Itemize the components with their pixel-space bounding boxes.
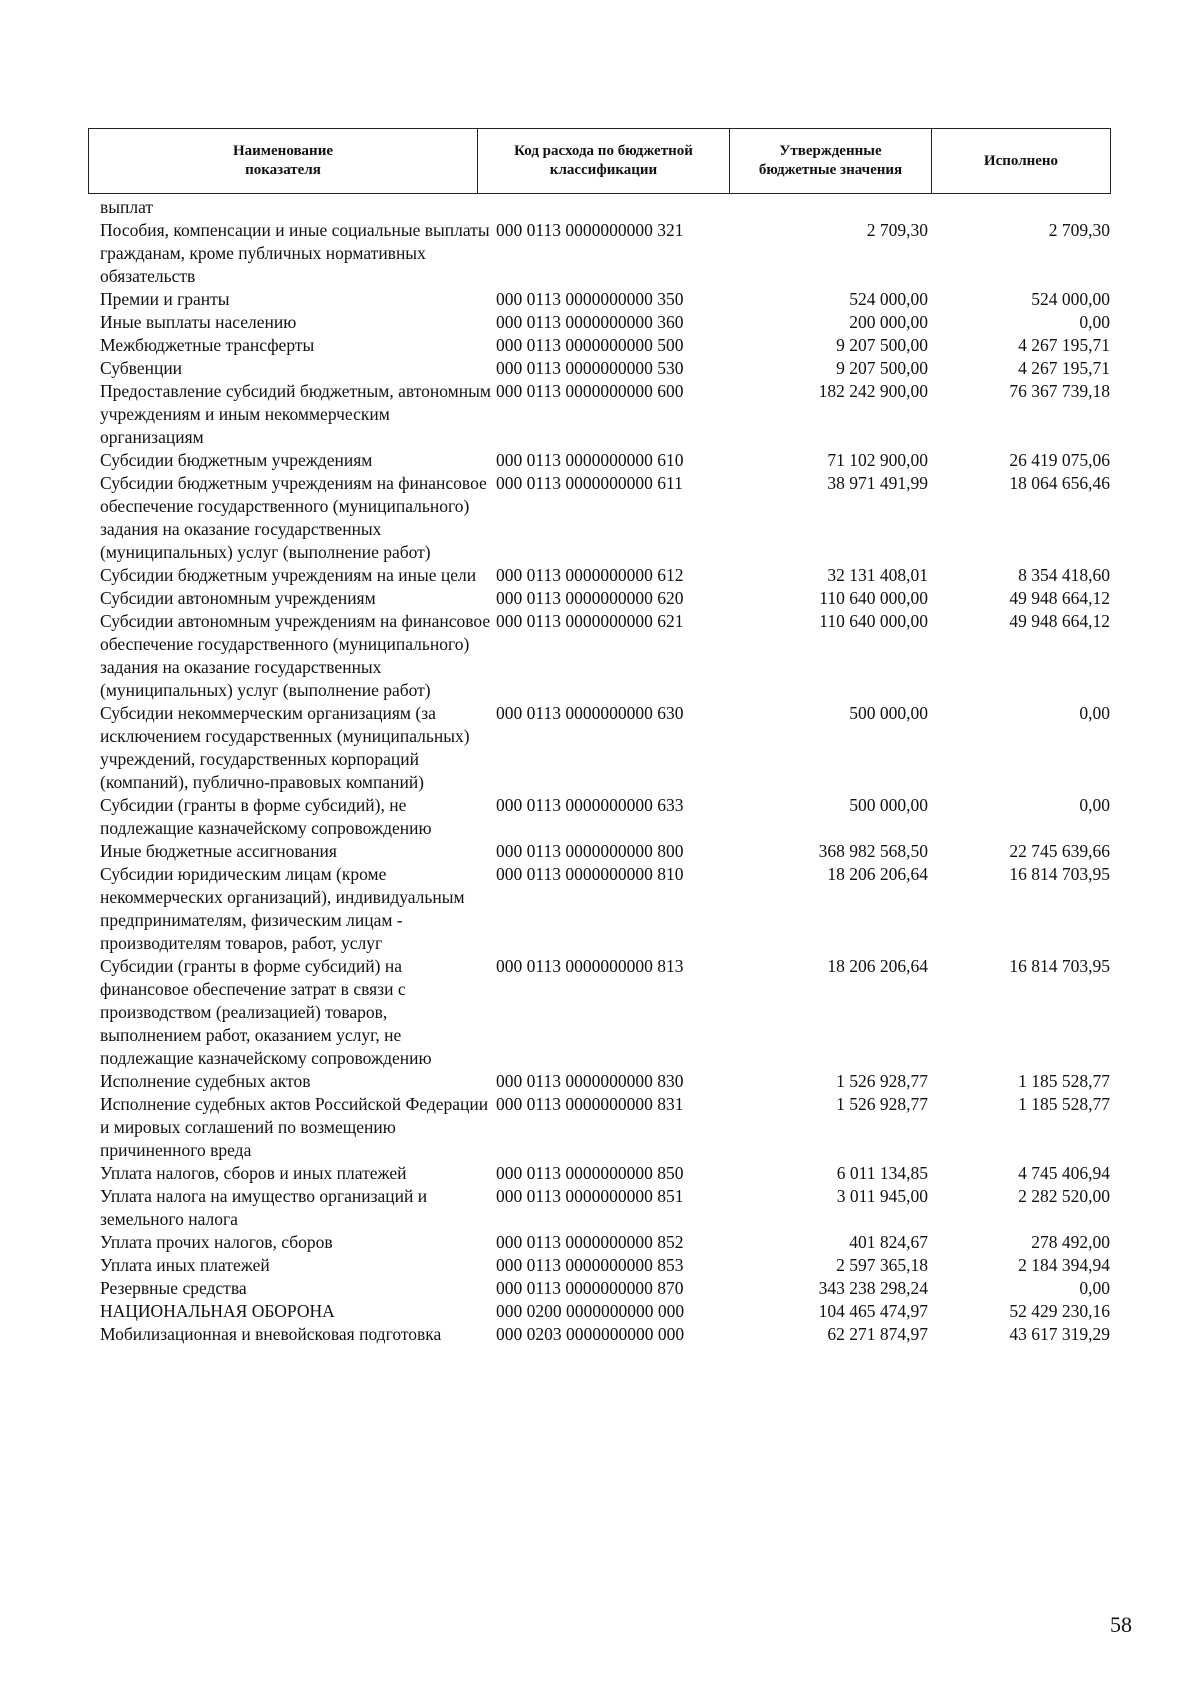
row-code: 000 0113 0000000000 620 (496, 588, 684, 608)
row-approved: 71 102 900,00 (827, 450, 928, 470)
row-code: 000 0113 0000000000 853 (496, 1255, 684, 1275)
row-executed: 52 429 230,16 (1009, 1301, 1110, 1321)
table-row (96, 472, 1116, 564)
row-approved: 500 000,00 (849, 703, 928, 723)
table-row (96, 1323, 1116, 1346)
table-row (96, 1162, 1116, 1185)
row-name: Субсидии бюджетным учреждениям на финансовое обеспечение государственного (муниципального) задания на оказание государственных (муниципальных) услуг (выполнение работ) (100, 473, 487, 562)
table-row (96, 1254, 1116, 1277)
row-executed: 49 948 664,12 (1009, 611, 1110, 631)
row-name: Уплата налога на имущество организаций и земельного налога (100, 1186, 428, 1229)
table-row (96, 610, 1116, 702)
row-executed: 76 367 739,18 (1009, 381, 1110, 401)
row-approved: 18 206 206,64 (827, 864, 928, 884)
row-name: Межбюджетные трансферты (100, 335, 315, 355)
row-name: Предоставление субсидий бюджетным, автономным учреждениям и иным некоммерческим организациям (100, 381, 491, 447)
row-approved: 104 465 474,97 (818, 1301, 928, 1321)
row-name: Исполнение судебных актов Российской Федерации и мировых соглашений по возмещению причиненного вреда (100, 1094, 489, 1160)
row-approved: 18 206 206,64 (827, 956, 928, 976)
row-code: 000 0113 0000000000 360 (496, 312, 684, 332)
table-row (96, 1277, 1116, 1300)
row-code: 000 0113 0000000000 810 (496, 864, 684, 884)
row-executed: 0,00 (1079, 312, 1110, 332)
row-name: Субсидии (гранты в форме субсидий), не подлежащие казначейскому сопровождению (100, 795, 432, 838)
table-row (96, 564, 1116, 587)
row-approved: 38 971 491,99 (827, 473, 928, 493)
row-code: 000 0113 0000000000 850 (496, 1163, 684, 1183)
row-code: 000 0113 0000000000 851 (496, 1186, 684, 1206)
row-code: 000 0113 0000000000 813 (496, 956, 684, 976)
row-executed: 1 185 528,77 (1018, 1071, 1110, 1091)
page-number: 58 (1110, 1612, 1132, 1637)
row-approved: 32 131 408,01 (827, 565, 928, 585)
row-approved: 343 238 298,24 (818, 1278, 928, 1298)
row-executed: 16 814 703,95 (1009, 956, 1110, 976)
row-executed: 0,00 (1079, 703, 1110, 723)
row-approved: 6 011 134,85 (836, 1163, 928, 1183)
table-row (96, 863, 1116, 955)
row-code: 000 0113 0000000000 831 (496, 1094, 684, 1114)
row-code (492, 196, 736, 219)
row-executed: 4 267 195,71 (1018, 358, 1110, 378)
row-executed: 18 064 656,46 (1009, 473, 1110, 493)
table-row (96, 1185, 1116, 1231)
table-row (96, 1093, 1116, 1162)
row-name: Премии и гранты (100, 289, 230, 309)
row-approved: 401 824,67 (849, 1232, 928, 1252)
row-executed: 2 184 394,94 (1018, 1255, 1110, 1275)
table-row (96, 702, 1116, 794)
row-name: Субсидии некоммерческим организациям (за исключением государственных (муниципальных) учреждений, государственных корпораций (компаний), публично-правовых компаний) (100, 703, 470, 792)
row-executed: 2 282 520,00 (1018, 1186, 1110, 1206)
row-executed: 2 709,30 (1048, 220, 1110, 240)
row-approved: 9 207 500,00 (836, 335, 928, 355)
table-row (96, 449, 1116, 472)
row-name: выплат (100, 197, 154, 217)
row-approved: 200 000,00 (849, 312, 928, 332)
row-executed: 1 185 528,77 (1018, 1094, 1110, 1114)
row-code: 000 0113 0000000000 630 (496, 703, 684, 723)
row-name: Субсидии (гранты в форме субсидий) на финансовое обеспечение затрат в связи с производством (реализацией) товаров, выполнением работ, оказанием услуг, не подлежащие казначейскому сопровождению (100, 956, 432, 1068)
row-approved: 500 000,00 (849, 795, 928, 815)
row-approved: 2 597 365,18 (836, 1255, 928, 1275)
row-executed: 22 745 639,66 (1009, 841, 1110, 861)
header-approved: Утвержденные бюджетные значения (729, 129, 931, 193)
row-approved: 110 640 000,00 (819, 588, 928, 608)
header-code: Код расхода по бюджетной классификации (477, 129, 729, 193)
row-name: Пособия, компенсации и иные социальные выплаты гражданам, кроме публичных нормативных обязательств (100, 220, 490, 286)
row-name: Исполнение судебных актов (100, 1071, 311, 1091)
row-executed: 278 492,00 (1031, 1232, 1110, 1252)
table-row (96, 794, 1116, 840)
row-executed: 8 354 418,60 (1018, 565, 1110, 585)
header-executed: Исполнено (931, 129, 1110, 193)
table-row (96, 219, 1116, 288)
row-name: Иные бюджетные ассигнования (100, 841, 337, 861)
row-approved: 62 271 874,97 (827, 1324, 928, 1344)
header-name: Наименование показателя (233, 143, 333, 178)
row-approved: 2 709,30 (866, 220, 928, 240)
row-executed (928, 196, 1110, 219)
row-approved: 3 011 945,00 (836, 1186, 928, 1206)
row-approved: 1 526 928,77 (836, 1071, 928, 1091)
table-row (96, 1070, 1116, 1093)
row-executed: 524 000,00 (1031, 289, 1110, 309)
row-code: 000 0113 0000000000 800 (496, 841, 684, 861)
row-code: 000 0113 0000000000 611 (496, 473, 683, 493)
row-code: 000 0113 0000000000 610 (496, 450, 684, 470)
row-executed: 16 814 703,95 (1009, 864, 1110, 884)
row-code: 000 0113 0000000000 321 (496, 220, 684, 240)
table-row (96, 334, 1116, 357)
row-approved: 182 242 900,00 (818, 381, 928, 401)
row-name: Субсидии автономным учреждениям на финансовое обеспечение государственного (муниципального) задания на оказание государственных (муниципальных) услуг (выполнение работ) (100, 611, 491, 700)
row-name: Мобилизационная и вневойсковая подготовка (100, 1324, 442, 1344)
row-code: 000 0113 0000000000 612 (496, 565, 684, 585)
row-name: Уплата налогов, сборов и иных платежей (100, 1163, 407, 1183)
row-name: Субсидии автономным учреждениям (100, 588, 376, 608)
row-code: 000 0200 0000000000 000 (496, 1301, 685, 1321)
row-name: Резервные средства (100, 1278, 247, 1298)
row-code: 000 0113 0000000000 500 (496, 335, 684, 355)
row-executed: 4 745 406,94 (1018, 1163, 1110, 1183)
table-row (96, 587, 1116, 610)
table-header (88, 128, 1111, 194)
row-name: Иные выплаты населению (100, 312, 297, 332)
row-approved: 110 640 000,00 (819, 611, 928, 631)
row-name: НАЦИОНАЛЬНАЯ ОБОРОНА (100, 1301, 335, 1321)
table-row (96, 380, 1116, 449)
row-code: 000 0113 0000000000 600 (496, 381, 684, 401)
table-row (96, 311, 1116, 334)
row-name: Субсидии бюджетным учреждениям на иные цели (100, 565, 477, 585)
row-approved: 1 526 928,77 (836, 1094, 928, 1114)
table-body (96, 196, 1116, 1346)
row-approved: 368 982 568,50 (818, 841, 928, 861)
table-row (96, 1300, 1116, 1323)
table-row (96, 357, 1116, 380)
row-name: Субсидии бюджетным учреждениям (100, 450, 373, 470)
row-code: 000 0113 0000000000 830 (496, 1071, 684, 1091)
row-code: 000 0203 0000000000 000 (496, 1324, 685, 1344)
row-executed: 4 267 195,71 (1018, 335, 1110, 355)
row-executed: 26 419 075,06 (1009, 450, 1110, 470)
row-name: Субвенции (100, 358, 183, 378)
row-approved: 524 000,00 (849, 289, 928, 309)
row-code: 000 0113 0000000000 852 (496, 1232, 684, 1252)
row-name: Уплата прочих налогов, сборов (100, 1232, 333, 1252)
table-row (96, 955, 1116, 1070)
row-executed: 0,00 (1079, 795, 1110, 815)
table-row (96, 1231, 1116, 1254)
row-code: 000 0113 0000000000 530 (496, 358, 684, 378)
row-approved: 9 207 500,00 (836, 358, 928, 378)
row-name: Уплата иных платежей (100, 1255, 270, 1275)
row-approved (736, 196, 928, 219)
row-name: Субсидии юридическим лицам (кроме некоммерческих организаций), индивидуальным предпринимателям, физическим лицам - производителям товаров, работ, услуг (100, 864, 465, 953)
row-executed: 49 948 664,12 (1009, 588, 1110, 608)
row-code: 000 0113 0000000000 621 (496, 611, 684, 631)
row-code: 000 0113 0000000000 350 (496, 289, 684, 309)
table-row (96, 196, 1116, 219)
row-code: 000 0113 0000000000 870 (496, 1278, 684, 1298)
row-code: 000 0113 0000000000 633 (496, 795, 684, 815)
table-row (96, 288, 1116, 311)
row-executed: 43 617 319,29 (1009, 1324, 1110, 1344)
table-row (96, 840, 1116, 863)
row-executed: 0,00 (1079, 1278, 1110, 1298)
